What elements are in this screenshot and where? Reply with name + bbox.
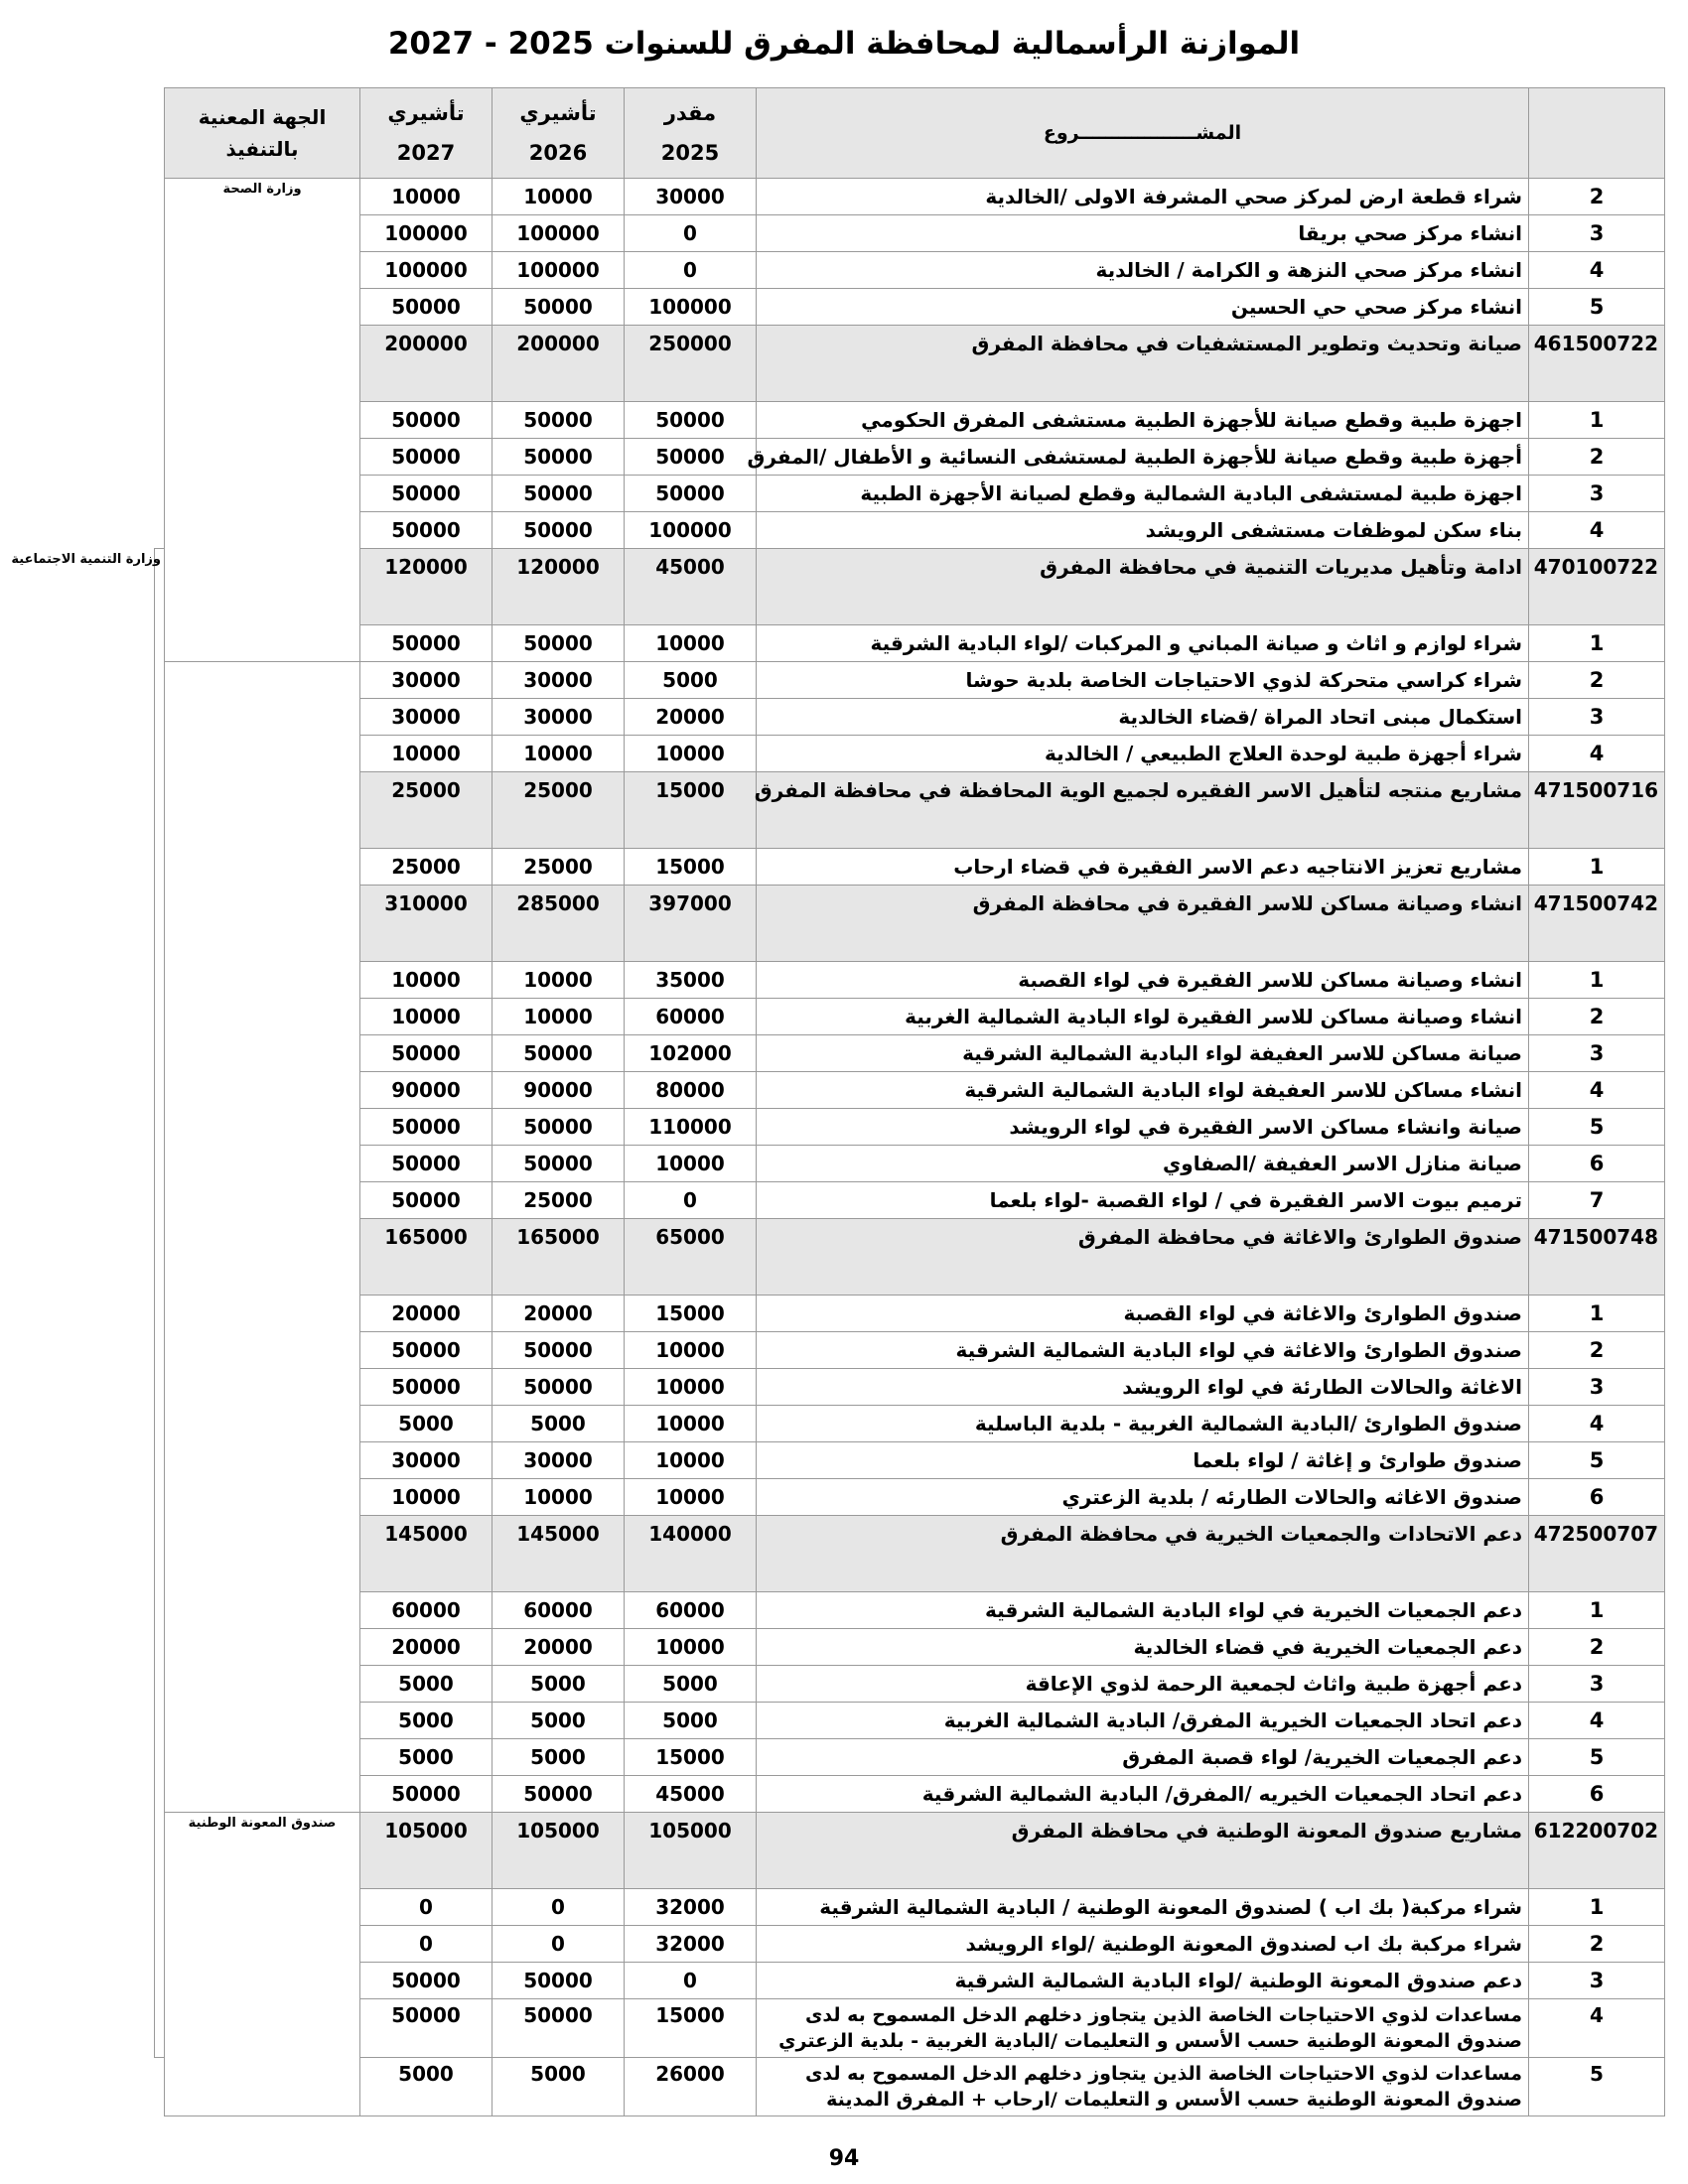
row-value-2027: 50000 bbox=[360, 512, 492, 549]
table-row bbox=[155, 1296, 1665, 1332]
table-row bbox=[155, 1109, 1665, 1146]
table-row bbox=[155, 1479, 1665, 1516]
row-value-2025: 60000 bbox=[625, 999, 757, 1035]
table-row bbox=[155, 1926, 1665, 1963]
row-value-2027: 0 bbox=[360, 1926, 492, 1963]
header-code bbox=[1529, 88, 1665, 179]
row-value-2026: 5000 bbox=[492, 2058, 625, 2116]
row-value-2025: 15000 bbox=[625, 849, 757, 886]
row-value-2027: 25000 bbox=[360, 772, 492, 849]
row-value-2026: 50000 bbox=[492, 439, 625, 476]
program-row bbox=[155, 886, 1665, 962]
row-code: 1 bbox=[1529, 1889, 1665, 1926]
row-value-2027: 50000 bbox=[360, 1776, 492, 1813]
row-value-2026: 90000 bbox=[492, 1072, 625, 1109]
row-project: صندوق الطوارئ والاغاثة في لواء البادية الشمالية الشرقية bbox=[757, 1332, 1529, 1369]
row-value-2025: 10000 bbox=[625, 736, 757, 772]
row-code: 4 bbox=[1529, 1072, 1665, 1109]
row-value-2025: 10000 bbox=[625, 1406, 757, 1442]
row-value-2025: 20000 bbox=[625, 699, 757, 736]
row-value-2025: 10000 bbox=[625, 1332, 757, 1369]
row-value-2026: 285000 bbox=[492, 886, 625, 962]
row-value-2026: 0 bbox=[492, 1926, 625, 1963]
row-project: شراء كراسي متحركة لذوي الاحتياجات الخاصة بلدية حوشا bbox=[757, 662, 1529, 699]
row-code: 7 bbox=[1529, 1182, 1665, 1219]
row-value-2026: 50000 bbox=[492, 1963, 625, 1999]
row-value-2026: 25000 bbox=[492, 772, 625, 849]
row-project: صندوق الطوارئ والاغاثة في محافظة المفرق bbox=[757, 1219, 1529, 1296]
row-project: دعم الجمعيات الخيرية في لواء البادية الشمالية الشرقية bbox=[757, 1592, 1529, 1629]
row-value-2026: 25000 bbox=[492, 1182, 625, 1219]
row-value-2025: 32000 bbox=[625, 1926, 757, 1963]
row-value-2025: 5000 bbox=[625, 1666, 757, 1703]
row-project: الاغاثة والحالات الطارئة في لواء الرويشد bbox=[757, 1369, 1529, 1406]
row-value-2027: 20000 bbox=[360, 1629, 492, 1666]
row-value-2026: 50000 bbox=[492, 1369, 625, 1406]
row-value-2026: 0 bbox=[492, 1889, 625, 1926]
row-code: 1 bbox=[1529, 1592, 1665, 1629]
row-project: شراء أجهزة طبية لوحدة العلاج الطبيعي / الخالدية bbox=[757, 736, 1529, 772]
row-value-2025: 100000 bbox=[625, 289, 757, 326]
row-code: 5 bbox=[1529, 2058, 1665, 2116]
row-value-2026: 50000 bbox=[492, 1109, 625, 1146]
row-project: أجهزة طبية وقطع صيانة للأجهزة الطبية لمستشفى النسائية و الأطفال /المفرق bbox=[757, 439, 1529, 476]
row-value-2025: 32000 bbox=[625, 1889, 757, 1926]
header-2026: تأشيري 2026 bbox=[492, 88, 625, 179]
row-value-2025: 5000 bbox=[625, 1703, 757, 1739]
table-row bbox=[155, 1592, 1665, 1629]
table-row bbox=[155, 1332, 1665, 1369]
row-code: 2 bbox=[1529, 1332, 1665, 1369]
row-project: اجهزة طبية لمستشفى البادية الشمالية وقطع لصيانة الأجهزة الطبية bbox=[757, 476, 1529, 512]
row-value-2026: 5000 bbox=[492, 1703, 625, 1739]
table-row bbox=[155, 289, 1665, 326]
row-code: 4 bbox=[1529, 1999, 1665, 2058]
row-value-2025: 65000 bbox=[625, 1219, 757, 1296]
agency-cell: وزارة التنمية الاجتماعية bbox=[155, 549, 165, 2058]
row-value-2027: 5000 bbox=[360, 1703, 492, 1739]
row-value-2026: 20000 bbox=[492, 1296, 625, 1332]
row-code: 5 bbox=[1529, 1442, 1665, 1479]
row-code: 471500716 bbox=[1529, 772, 1665, 849]
table-row bbox=[155, 476, 1665, 512]
row-value-2027: 10000 bbox=[360, 962, 492, 999]
row-value-2026: 10000 bbox=[492, 962, 625, 999]
row-code: 2 bbox=[1529, 179, 1665, 215]
table-row bbox=[155, 1999, 1665, 2058]
row-value-2025: 45000 bbox=[625, 1776, 757, 1813]
row-value-2027: 30000 bbox=[360, 662, 492, 699]
header-project: المشــــــــــــــــــروع bbox=[757, 88, 1529, 179]
row-code: 4 bbox=[1529, 736, 1665, 772]
agency-cell: وزارة الصحة bbox=[165, 179, 360, 662]
row-value-2026: 50000 bbox=[492, 1035, 625, 1072]
row-code: 1 bbox=[1529, 402, 1665, 439]
agency-cell: صندوق المعونة الوطنية bbox=[165, 1813, 360, 2116]
row-code: 5 bbox=[1529, 1109, 1665, 1146]
row-project: صيانة وتحديث وتطوير المستشفيات في محافظة المفرق bbox=[757, 326, 1529, 402]
row-value-2027: 50000 bbox=[360, 1332, 492, 1369]
row-value-2025: 15000 bbox=[625, 1739, 757, 1776]
row-project: مشاريع صندوق المعونة الوطنية في محافظة المفرق bbox=[757, 1813, 1529, 1889]
table-row bbox=[155, 1739, 1665, 1776]
row-value-2026: 30000 bbox=[492, 1442, 625, 1479]
row-project: دعم أجهزة طبية واثاث لجمعية الرحمة لذوي الإعاقة bbox=[757, 1666, 1529, 1703]
row-project: دعم اتحاد الجمعيات الخيريه /المفرق/ البادية الشمالية الشرقية bbox=[757, 1776, 1529, 1813]
row-project: صندوق الطوارئ /البادية الشمالية الغربية - بلدية الباسلية bbox=[757, 1406, 1529, 1442]
row-project: صندوق الطوارئ والاغاثة في لواء القصبة bbox=[757, 1296, 1529, 1332]
table-row bbox=[155, 1442, 1665, 1479]
row-value-2027: 0 bbox=[360, 1889, 492, 1926]
row-value-2027: 50000 bbox=[360, 1369, 492, 1406]
table-row bbox=[155, 1406, 1665, 1442]
program-row bbox=[155, 772, 1665, 849]
row-code: 5 bbox=[1529, 1739, 1665, 1776]
row-project: مشاريع منتجه لتأهيل الاسر الفقيره لجميع الوية المحافظة في محافظة المفرق bbox=[757, 772, 1529, 849]
row-project: اجهزة طبية وقطع صيانة للأجهزة الطبية مستشفى المفرق الحكومي bbox=[757, 402, 1529, 439]
row-value-2027: 30000 bbox=[360, 699, 492, 736]
row-code: 1 bbox=[1529, 625, 1665, 662]
row-value-2027: 25000 bbox=[360, 849, 492, 886]
row-value-2027: 50000 bbox=[360, 1035, 492, 1072]
row-code: 472500707 bbox=[1529, 1516, 1665, 1592]
row-value-2025: 35000 bbox=[625, 962, 757, 999]
row-code: 4 bbox=[1529, 512, 1665, 549]
row-project: انشاء وصيانة مساكن للاسر الفقيرة في لواء القصبة bbox=[757, 962, 1529, 999]
row-value-2027: 105000 bbox=[360, 1813, 492, 1889]
table-row bbox=[155, 736, 1665, 772]
row-value-2026: 50000 bbox=[492, 289, 625, 326]
table-row bbox=[155, 1369, 1665, 1406]
row-code: 471500742 bbox=[1529, 886, 1665, 962]
row-code: 4 bbox=[1529, 1703, 1665, 1739]
budget-table bbox=[11, 87, 1665, 2116]
row-value-2026: 5000 bbox=[492, 1406, 625, 1442]
row-value-2027: 120000 bbox=[360, 549, 492, 625]
row-project: دعم الجمعيات الخيرية/ لواء قصبة المفرق bbox=[757, 1739, 1529, 1776]
row-value-2025: 15000 bbox=[625, 1296, 757, 1332]
row-value-2025: 5000 bbox=[625, 662, 757, 699]
row-value-2027: 50000 bbox=[360, 476, 492, 512]
row-value-2026: 50000 bbox=[492, 1999, 625, 2058]
table-row bbox=[155, 402, 1665, 439]
row-value-2026: 50000 bbox=[492, 625, 625, 662]
row-code: 3 bbox=[1529, 699, 1665, 736]
row-value-2025: 10000 bbox=[625, 1146, 757, 1182]
row-value-2025: 15000 bbox=[625, 1999, 757, 2058]
row-code: 461500722 bbox=[1529, 326, 1665, 402]
row-value-2025: 50000 bbox=[625, 402, 757, 439]
row-project: ترميم بيوت الاسر الفقيرة في / لواء القصبة -لواء بلعما bbox=[757, 1182, 1529, 1219]
row-value-2027: 50000 bbox=[360, 402, 492, 439]
row-project: انشاء مركز صحي حي الحسين bbox=[757, 289, 1529, 326]
row-value-2026: 25000 bbox=[492, 849, 625, 886]
row-value-2026: 30000 bbox=[492, 662, 625, 699]
program-row bbox=[155, 1516, 1665, 1592]
row-value-2027: 50000 bbox=[360, 1999, 492, 2058]
row-value-2027: 10000 bbox=[360, 999, 492, 1035]
row-project: انشاء مساكن للاسر العفيفة لواء البادية الشمالية الشرقية bbox=[757, 1072, 1529, 1109]
row-project: ادامة وتأهيل مديريات التنمية في محافظة المفرق bbox=[757, 549, 1529, 625]
row-code: 3 bbox=[1529, 1369, 1665, 1406]
table-row bbox=[155, 215, 1665, 252]
row-project: مشاريع تعزيز الانتاجيه دعم الاسر الفقيرة في قضاء ارحاب bbox=[757, 849, 1529, 886]
row-value-2025: 0 bbox=[625, 215, 757, 252]
table-row bbox=[155, 1776, 1665, 1813]
program-row bbox=[155, 1813, 1665, 1889]
row-value-2027: 10000 bbox=[360, 1479, 492, 1516]
row-value-2027: 5000 bbox=[360, 2058, 492, 2116]
table-row bbox=[155, 849, 1665, 886]
row-value-2026: 50000 bbox=[492, 1776, 625, 1813]
row-project: شراء لوازم و اثاث و صيانة المباني و المركبات /لواء البادية الشرقية bbox=[757, 625, 1529, 662]
row-code: 4 bbox=[1529, 1406, 1665, 1442]
row-code: 471500748 bbox=[1529, 1219, 1665, 1296]
program-row bbox=[155, 326, 1665, 402]
row-value-2025: 50000 bbox=[625, 476, 757, 512]
row-value-2025: 0 bbox=[625, 1182, 757, 1219]
row-code: 2 bbox=[1529, 439, 1665, 476]
row-value-2027: 100000 bbox=[360, 215, 492, 252]
row-value-2027: 50000 bbox=[360, 1182, 492, 1219]
table-header-row bbox=[155, 88, 1665, 179]
row-value-2027: 50000 bbox=[360, 1109, 492, 1146]
row-value-2025: 140000 bbox=[625, 1516, 757, 1592]
row-code: 2 bbox=[1529, 1926, 1665, 1963]
row-value-2027: 200000 bbox=[360, 326, 492, 402]
row-value-2026: 50000 bbox=[492, 402, 625, 439]
program-row bbox=[155, 1219, 1665, 1296]
row-value-2025: 15000 bbox=[625, 772, 757, 849]
row-value-2025: 250000 bbox=[625, 326, 757, 402]
table-row bbox=[155, 1072, 1665, 1109]
row-project: صيانة مساكن للاسر العفيفة لواء البادية الشمالية الشرقية bbox=[757, 1035, 1529, 1072]
row-code: 6 bbox=[1529, 1776, 1665, 1813]
page-title: الموازنة الرأسمالية لمحافظة المفرق للسنوات 2025 - 2027 bbox=[387, 26, 1301, 62]
row-value-2026: 50000 bbox=[492, 476, 625, 512]
header-agency: الجهة المعنية بالتنفيذ bbox=[165, 88, 360, 179]
row-project: دعم اتحاد الجمعيات الخيرية المفرق/ البادية الشمالية الغربية bbox=[757, 1703, 1529, 1739]
row-value-2025: 80000 bbox=[625, 1072, 757, 1109]
row-value-2027: 50000 bbox=[360, 625, 492, 662]
row-value-2026: 105000 bbox=[492, 1813, 625, 1889]
row-project: بناء سكن لموظفات مستشفى الرويشد bbox=[757, 512, 1529, 549]
row-value-2027: 50000 bbox=[360, 1963, 492, 1999]
row-value-2026: 50000 bbox=[492, 1332, 625, 1369]
row-value-2025: 10000 bbox=[625, 1442, 757, 1479]
row-code: 3 bbox=[1529, 1035, 1665, 1072]
row-code: 1 bbox=[1529, 1296, 1665, 1332]
row-code: 6 bbox=[1529, 1146, 1665, 1182]
table-row bbox=[155, 662, 1665, 699]
row-project: صندوق الاغاثه والحالات الطارئه / بلدية الزعتري bbox=[757, 1479, 1529, 1516]
table-row bbox=[155, 2058, 1665, 2116]
program-row bbox=[155, 549, 1665, 625]
table-row bbox=[155, 1146, 1665, 1182]
table-row bbox=[155, 1963, 1665, 1999]
table-row bbox=[155, 179, 1665, 215]
table-row bbox=[155, 252, 1665, 289]
row-project: انشاء مركز صحي بريقا bbox=[757, 215, 1529, 252]
row-value-2025: 105000 bbox=[625, 1813, 757, 1889]
row-value-2027: 5000 bbox=[360, 1406, 492, 1442]
row-code: 3 bbox=[1529, 1666, 1665, 1703]
row-project: صيانة وانشاء مساكن الاسر الفقيرة في لواء الرويشد bbox=[757, 1109, 1529, 1146]
table-row bbox=[155, 962, 1665, 999]
row-value-2027: 165000 bbox=[360, 1219, 492, 1296]
row-project: انشاء وصيانة مساكن للاسر الفقيرة في محافظة المفرق bbox=[757, 886, 1529, 962]
table-row bbox=[155, 699, 1665, 736]
table-body bbox=[11, 179, 1665, 2116]
table-row bbox=[155, 1666, 1665, 1703]
row-value-2026: 20000 bbox=[492, 1629, 625, 1666]
table-row bbox=[155, 1889, 1665, 1926]
row-value-2025: 100000 bbox=[625, 512, 757, 549]
row-code: 2 bbox=[1529, 999, 1665, 1035]
row-value-2025: 10000 bbox=[625, 1479, 757, 1516]
row-value-2027: 100000 bbox=[360, 252, 492, 289]
row-value-2026: 30000 bbox=[492, 699, 625, 736]
table-row bbox=[155, 999, 1665, 1035]
row-code: 5 bbox=[1529, 289, 1665, 326]
row-value-2025: 10000 bbox=[625, 625, 757, 662]
row-value-2026: 10000 bbox=[492, 999, 625, 1035]
row-value-2027: 30000 bbox=[360, 1442, 492, 1479]
row-value-2027: 50000 bbox=[360, 1146, 492, 1182]
header-2025: مقدر 2025 bbox=[625, 88, 757, 179]
row-value-2025: 45000 bbox=[625, 549, 757, 625]
row-value-2025: 110000 bbox=[625, 1109, 757, 1146]
row-code: 6 bbox=[1529, 1479, 1665, 1516]
row-code: 3 bbox=[1529, 215, 1665, 252]
row-value-2026: 60000 bbox=[492, 1592, 625, 1629]
row-value-2025: 10000 bbox=[625, 1629, 757, 1666]
table-row bbox=[155, 1182, 1665, 1219]
row-project: مساعدات لذوي الاحتياجات الخاصة الذين يتجاوز دخلهم الدخل المسموح به لدى صندوق المعونة الوطنية حسب الأسس و التعليمات /البادية الغربية - بلدية الزعتري bbox=[757, 1999, 1529, 2058]
row-value-2025: 26000 bbox=[625, 2058, 757, 2116]
table-row bbox=[155, 625, 1665, 662]
row-value-2027: 145000 bbox=[360, 1516, 492, 1592]
table-row bbox=[155, 512, 1665, 549]
row-value-2026: 5000 bbox=[492, 1739, 625, 1776]
row-project: انشاء مركز صحي النزهة و الكرامة / الخالدية bbox=[757, 252, 1529, 289]
row-code: 612200702 bbox=[1529, 1813, 1665, 1889]
row-value-2025: 30000 bbox=[625, 179, 757, 215]
row-code: 2 bbox=[1529, 1629, 1665, 1666]
row-project: استكمال مبنى اتحاد المراة /قضاء الخالدية bbox=[757, 699, 1529, 736]
row-project: مساعدات لذوي الاحتياجات الخاصة الذين يتجاوز دخلهم الدخل المسموح به لدى صندوق المعونة الوطنية حسب الأسس و التعليمات /ارحاب + المفرق المدينة bbox=[757, 2058, 1529, 2116]
row-value-2027: 5000 bbox=[360, 1739, 492, 1776]
row-value-2026: 10000 bbox=[492, 179, 625, 215]
row-project: شراء قطعة ارض لمركز صحي المشرفة الاولى /الخالدية bbox=[757, 179, 1529, 215]
row-value-2026: 145000 bbox=[492, 1516, 625, 1592]
row-value-2026: 10000 bbox=[492, 1479, 625, 1516]
table-row bbox=[155, 1703, 1665, 1739]
row-value-2027: 60000 bbox=[360, 1592, 492, 1629]
row-project: شراء مركبة بك اب لصندوق المعونة الوطنية /لواء الرويشد bbox=[757, 1926, 1529, 1963]
row-value-2027: 90000 bbox=[360, 1072, 492, 1109]
row-value-2025: 60000 bbox=[625, 1592, 757, 1629]
table-row bbox=[155, 439, 1665, 476]
row-value-2025: 0 bbox=[625, 252, 757, 289]
row-project: دعم الجمعيات الخيرية في قضاء الخالدية bbox=[757, 1629, 1529, 1666]
row-value-2025: 10000 bbox=[625, 1369, 757, 1406]
row-value-2027: 10000 bbox=[360, 736, 492, 772]
row-value-2027: 50000 bbox=[360, 289, 492, 326]
row-value-2026: 120000 bbox=[492, 549, 625, 625]
row-value-2026: 50000 bbox=[492, 1146, 625, 1182]
row-value-2027: 5000 bbox=[360, 1666, 492, 1703]
row-value-2026: 10000 bbox=[492, 736, 625, 772]
row-value-2025: 397000 bbox=[625, 886, 757, 962]
row-value-2026: 165000 bbox=[492, 1219, 625, 1296]
row-value-2027: 50000 bbox=[360, 439, 492, 476]
row-project: شراء مركبة( بك اب ) لصندوق المعونة الوطنية / البادية الشمالية الشرقية bbox=[757, 1889, 1529, 1926]
row-value-2026: 100000 bbox=[492, 252, 625, 289]
row-code: 2 bbox=[1529, 662, 1665, 699]
row-value-2026: 200000 bbox=[492, 326, 625, 402]
row-value-2027: 310000 bbox=[360, 886, 492, 962]
row-code: 3 bbox=[1529, 476, 1665, 512]
row-code: 3 bbox=[1529, 1963, 1665, 1999]
row-value-2026: 100000 bbox=[492, 215, 625, 252]
row-value-2025: 0 bbox=[625, 1963, 757, 1999]
row-project: صندوق طوارئ و إغاثة / لواء بلعما bbox=[757, 1442, 1529, 1479]
table-row bbox=[155, 1629, 1665, 1666]
table-row bbox=[155, 1035, 1665, 1072]
page-number: 94 bbox=[828, 2146, 860, 2171]
row-value-2026: 5000 bbox=[492, 1666, 625, 1703]
row-code: 470100722 bbox=[1529, 549, 1665, 625]
row-project: انشاء وصيانة مساكن للاسر الفقيرة لواء البادية الشمالية الغربية bbox=[757, 999, 1529, 1035]
row-value-2025: 102000 bbox=[625, 1035, 757, 1072]
row-project: صيانة منازل الاسر العفيفة /الصفاوي bbox=[757, 1146, 1529, 1182]
row-project: دعم الاتحادات والجمعيات الخيرية في محافظة المفرق bbox=[757, 1516, 1529, 1592]
header-2027: تأشيري 2027 bbox=[360, 88, 492, 179]
row-value-2026: 50000 bbox=[492, 512, 625, 549]
row-code: 1 bbox=[1529, 849, 1665, 886]
row-code: 1 bbox=[1529, 962, 1665, 999]
row-code: 4 bbox=[1529, 252, 1665, 289]
row-project: دعم صندوق المعونة الوطنية /لواء البادية الشمالية الشرقية bbox=[757, 1963, 1529, 1999]
row-value-2027: 10000 bbox=[360, 179, 492, 215]
row-value-2025: 50000 bbox=[625, 439, 757, 476]
row-value-2027: 20000 bbox=[360, 1296, 492, 1332]
